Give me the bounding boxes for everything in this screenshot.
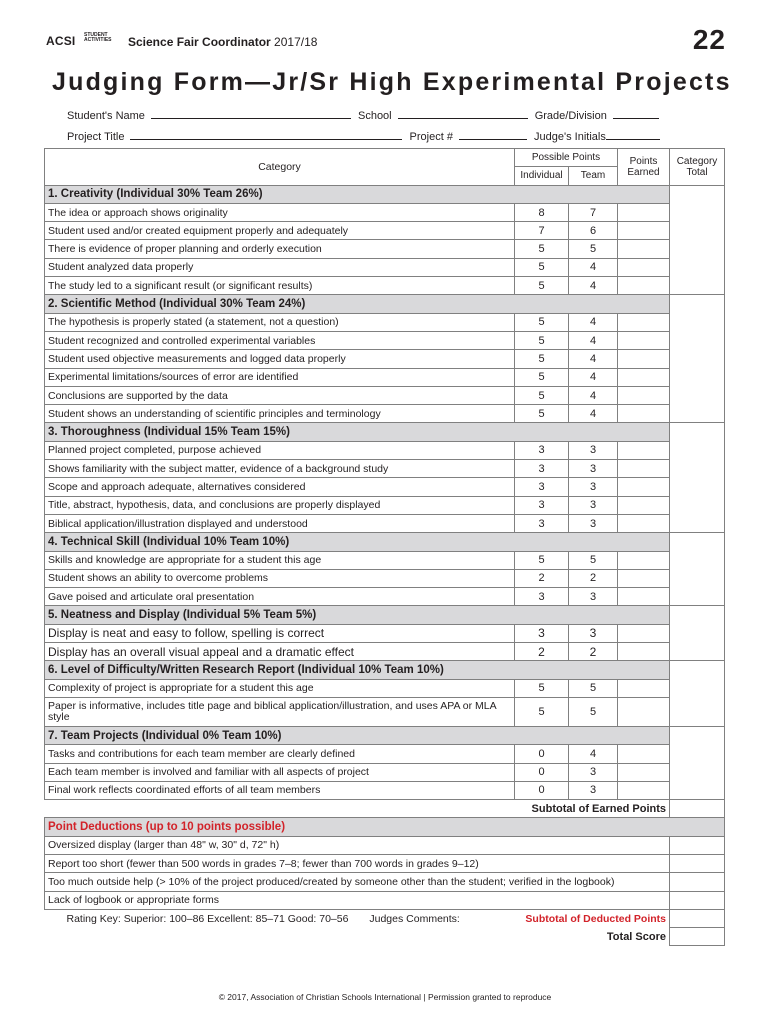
individual-points: 2 <box>515 569 569 587</box>
criterion-row <box>45 763 725 781</box>
category-total-cell[interactable] <box>670 661 725 727</box>
criterion-description: Shows familiarity with the subject matter, evidence of a background study <box>45 460 515 478</box>
section-title: 6. Level of Difficulty/Written Research Report (Individual 10% Team 10%) <box>45 661 670 679</box>
section-title: 7. Team Projects (Individual 0% Team 10%) <box>45 726 670 744</box>
criterion-description: Student recognized and controlled experimental variables <box>45 331 515 349</box>
criterion-description: Biblical application/illustration displayed and understood <box>45 514 515 532</box>
category-header: Category <box>45 149 515 186</box>
team-points: 5 <box>569 551 618 569</box>
team-header: Team <box>569 167 618 185</box>
criterion-description: Display is neat and easy to follow, spelling is correct <box>45 624 515 642</box>
section-header-row <box>45 533 725 551</box>
criterion-row <box>45 478 725 496</box>
points-earned-cell[interactable] <box>618 514 670 532</box>
points-earned-cell[interactable] <box>618 240 670 258</box>
judging-table <box>44 148 725 946</box>
deduction-row <box>45 873 725 891</box>
criterion-description: Complexity of project is appropriate for a student this age <box>45 679 515 697</box>
category-total-cell[interactable] <box>670 423 725 533</box>
deduction-points-cell[interactable] <box>670 854 725 872</box>
individual-points: 3 <box>515 514 569 532</box>
team-points: 4 <box>569 350 618 368</box>
individual-header: Individual <box>515 167 569 185</box>
criterion-row <box>45 514 725 532</box>
criterion-row <box>45 203 725 221</box>
header-year: 2017/18 <box>274 35 318 49</box>
total-score-row <box>45 928 725 946</box>
criterion-description: Final work reflects coordinated efforts of all team members <box>45 781 515 799</box>
category-total-cell[interactable] <box>670 185 725 295</box>
points-earned-cell[interactable] <box>618 745 670 763</box>
team-points: 3 <box>569 763 618 781</box>
points-earned-cell[interactable] <box>618 222 670 240</box>
individual-points: 0 <box>515 781 569 799</box>
category-total-header-line2: Total <box>686 166 708 178</box>
school-label: School <box>357 110 392 122</box>
team-points: 4 <box>569 313 618 331</box>
team-points: 4 <box>569 331 618 349</box>
team-points: 2 <box>569 569 618 587</box>
points-earned-cell[interactable] <box>618 781 670 799</box>
team-points: 3 <box>569 781 618 799</box>
team-points: 4 <box>569 745 618 763</box>
criterion-row <box>45 697 725 726</box>
section-title: 4. Technical Skill (Individual 10% Team 10%) <box>45 533 670 551</box>
subtotal-deducted-cell[interactable] <box>670 909 725 927</box>
category-total-cell[interactable] <box>670 533 725 606</box>
table-header-row <box>45 149 725 167</box>
category-total-header-line1: Category <box>676 155 718 167</box>
project-title-label: Project Title <box>67 131 125 143</box>
rating-key: Rating Key: Superior: 100–86 Excellent: 85–71 Good: 70–56 <box>66 912 349 925</box>
logo-subtitle <box>84 33 112 43</box>
criterion-description: Skills and knowledge are appropriate for a student this age <box>45 551 515 569</box>
criterion-description: The hypothesis is properly stated (a statement, not a question) <box>45 313 515 331</box>
criterion-description: Planned project completed, purpose achieved <box>45 441 515 459</box>
acsi-logo: ACSI <box>46 34 76 48</box>
individual-points: 5 <box>515 350 569 368</box>
criterion-row <box>45 405 725 423</box>
points-earned-header <box>618 149 670 186</box>
deduction-item: Report too short (fewer than 500 words in grades 7–8; fewer than 700 words in grades 9–12) <box>45 854 670 872</box>
student-name-field[interactable] <box>151 108 351 119</box>
individual-points: 5 <box>515 697 569 726</box>
section-title: 5. Neatness and Display (Individual 5% Team 5%) <box>45 606 670 624</box>
criterion-description: Scope and approach adequate, alternatives considered <box>45 478 515 496</box>
points-earned-cell[interactable] <box>618 460 670 478</box>
judges-initials-label: Judge's Initials <box>534 131 606 143</box>
footer-copyright: © 2017, Association of Christian Schools International | Permission granted to reproduce <box>218 992 552 1002</box>
criterion-description: The study led to a significant result (or significant results) <box>45 277 515 295</box>
individual-points: 5 <box>515 331 569 349</box>
team-points: 3 <box>569 441 618 459</box>
team-points: 2 <box>569 643 618 661</box>
team-points: 7 <box>569 203 618 221</box>
section-header-row <box>45 726 725 744</box>
points-earned-cell[interactable] <box>618 386 670 404</box>
section-title: 1. Creativity (Individual 30% Team 26%) <box>45 185 670 203</box>
school-field[interactable] <box>398 108 528 119</box>
team-points: 5 <box>569 679 618 697</box>
individual-points: 7 <box>515 222 569 240</box>
criterion-row <box>45 277 725 295</box>
grade-label: Grade/Division <box>534 110 607 122</box>
team-points: 3 <box>569 624 618 642</box>
deductions-title: Point Deductions (up to 10 points possible) <box>45 818 670 836</box>
points-earned-cell[interactable] <box>618 496 670 514</box>
individual-points: 8 <box>515 203 569 221</box>
individual-points: 0 <box>515 763 569 781</box>
points-earned-cell[interactable] <box>618 643 670 661</box>
criterion-row <box>45 569 725 587</box>
individual-points: 5 <box>515 368 569 386</box>
criterion-description: Student used and/or created equipment properly and adequately <box>45 222 515 240</box>
team-points: 4 <box>569 368 618 386</box>
team-points: 6 <box>569 222 618 240</box>
individual-points: 5 <box>515 313 569 331</box>
criterion-description: Display has an overall visual appeal and a dramatic effect <box>45 643 515 661</box>
category-total-header <box>670 149 725 186</box>
team-points: 3 <box>569 514 618 532</box>
criterion-description: There is evidence of proper planning and orderly execution <box>45 240 515 258</box>
deductions-header-row <box>45 818 725 836</box>
team-points: 3 <box>569 588 618 606</box>
team-points: 5 <box>569 697 618 726</box>
section-header-row <box>45 295 725 313</box>
criterion-row <box>45 240 725 258</box>
section-header-row <box>45 423 725 441</box>
criterion-row <box>45 551 725 569</box>
criterion-description: Each team member is involved and familiar with all aspects of project <box>45 763 515 781</box>
header-title <box>128 35 317 49</box>
criterion-description: Paper is informative, includes title page and biblical application/illustration, and uses APA or MLA style <box>45 697 515 726</box>
individual-points: 3 <box>515 624 569 642</box>
criterion-row <box>45 441 725 459</box>
section-title: 3. Thoroughness (Individual 15% Team 15%) <box>45 423 670 441</box>
header-title-text: Science Fair Coordinator <box>128 35 271 49</box>
points-earned-cell[interactable] <box>618 350 670 368</box>
deduction-item: Too much outside help (> 10% of the project produced/created by someone other than the student; verified in the logbook) <box>45 873 670 891</box>
team-points: 4 <box>569 258 618 276</box>
individual-points: 5 <box>515 277 569 295</box>
total-score-label: Total Score <box>606 930 666 943</box>
section-header-row <box>45 185 725 203</box>
criterion-description: Student shows an ability to overcome problems <box>45 569 515 587</box>
criterion-description: Gave poised and articulate oral presentation <box>45 588 515 606</box>
points-earned-cell[interactable] <box>618 551 670 569</box>
criterion-description: Student shows an understanding of scientific principles and terminology <box>45 405 515 423</box>
individual-points: 3 <box>515 460 569 478</box>
subtotal-earned-label: Subtotal of Earned Points <box>45 800 670 818</box>
criterion-row <box>45 643 725 661</box>
subtotal-deducted-label: Subtotal of Deducted Points <box>525 912 666 925</box>
deduction-row <box>45 891 725 909</box>
criterion-row <box>45 222 725 240</box>
team-points: 3 <box>569 478 618 496</box>
sections-body <box>45 185 725 800</box>
points-earned-cell[interactable] <box>618 697 670 726</box>
points-earned-cell[interactable] <box>618 277 670 295</box>
criterion-row <box>45 313 725 331</box>
points-earned-cell[interactable] <box>618 588 670 606</box>
category-total-cell[interactable] <box>670 606 725 661</box>
deduction-item: Lack of logbook or appropriate forms <box>45 891 670 909</box>
judges-initials-field[interactable] <box>606 129 660 140</box>
criterion-row <box>45 496 725 514</box>
points-earned-cell[interactable] <box>618 763 670 781</box>
points-earned-cell[interactable] <box>618 368 670 386</box>
section-title: 2. Scientific Method (Individual 30% Team 24%) <box>45 295 670 313</box>
criterion-row <box>45 781 725 799</box>
criterion-row <box>45 258 725 276</box>
deduction-points-cell[interactable] <box>670 873 725 891</box>
individual-points: 5 <box>515 679 569 697</box>
form-title: Judging Form—Jr/Sr High Experimental Projects <box>52 68 732 96</box>
individual-points: 5 <box>515 551 569 569</box>
project-title-field[interactable] <box>130 129 402 140</box>
deduction-points-cell[interactable] <box>670 836 725 854</box>
field-row-2 <box>67 129 664 143</box>
criterion-description: Title, abstract, hypothesis, data, and conclusions are properly displayed <box>45 496 515 514</box>
criterion-row <box>45 745 725 763</box>
subtotal-earned-row <box>45 800 725 818</box>
project-number-field[interactable] <box>459 129 527 140</box>
individual-points: 0 <box>515 745 569 763</box>
individual-points: 3 <box>515 478 569 496</box>
project-number-label: Project # <box>409 131 453 143</box>
category-total-cell[interactable] <box>670 295 725 423</box>
rating-key-cell <box>45 909 670 927</box>
points-earned-cell[interactable] <box>618 331 670 349</box>
points-earned-cell[interactable] <box>618 569 670 587</box>
criterion-row <box>45 331 725 349</box>
individual-points: 5 <box>515 405 569 423</box>
logo-sub-student: STUDENT <box>84 32 108 38</box>
criterion-description: Experimental limitations/sources of error are identified <box>45 368 515 386</box>
points-earned-cell[interactable] <box>618 679 670 697</box>
deduction-row <box>45 836 725 854</box>
rating-key-row <box>45 909 725 927</box>
criterion-description: The idea or approach shows originality <box>45 203 515 221</box>
total-score-cell[interactable] <box>670 928 725 946</box>
page-number: 22 <box>692 24 726 55</box>
section-header-row <box>45 606 725 624</box>
individual-points: 5 <box>515 240 569 258</box>
criterion-row <box>45 368 725 386</box>
team-points: 4 <box>569 277 618 295</box>
points-earned-cell[interactable] <box>618 441 670 459</box>
individual-points: 5 <box>515 258 569 276</box>
individual-points: 5 <box>515 386 569 404</box>
criterion-description: Conclusions are supported by the data <box>45 386 515 404</box>
deduction-row <box>45 854 725 872</box>
criterion-row <box>45 386 725 404</box>
individual-points: 3 <box>515 496 569 514</box>
student-name-label: Student's Name <box>67 110 145 122</box>
points-earned-cell[interactable] <box>618 203 670 221</box>
deduction-points-cell[interactable] <box>670 891 725 909</box>
page-header <box>46 24 726 60</box>
criterion-description: Student analyzed data properly <box>45 258 515 276</box>
points-earned-cell[interactable] <box>618 313 670 331</box>
category-total-cell[interactable] <box>670 726 725 799</box>
individual-points: 3 <box>515 441 569 459</box>
points-earned-header-line2: Earned <box>627 166 660 178</box>
criterion-row <box>45 588 725 606</box>
criterion-row <box>45 679 725 697</box>
points-earned-cell[interactable] <box>618 624 670 642</box>
team-points: 4 <box>569 405 618 423</box>
deductions-body <box>45 836 725 909</box>
individual-points: 3 <box>515 588 569 606</box>
points-earned-cell[interactable] <box>618 405 670 423</box>
points-earned-cell[interactable] <box>618 478 670 496</box>
team-points: 4 <box>569 386 618 404</box>
criterion-row <box>45 624 725 642</box>
grade-field[interactable] <box>613 108 659 119</box>
individual-points: 2 <box>515 643 569 661</box>
points-earned-header-line1: Points <box>629 155 658 167</box>
team-points: 3 <box>569 460 618 478</box>
criterion-description: Student used objective measurements and logged data properly <box>45 350 515 368</box>
possible-points-header: Possible Points <box>515 149 618 167</box>
criterion-row <box>45 460 725 478</box>
deduction-item: Oversized display (larger than 48" w, 30" d, 72" h) <box>45 836 670 854</box>
section-header-row <box>45 661 725 679</box>
team-points: 3 <box>569 496 618 514</box>
logo-sub-activities: ACTIVITIES <box>84 37 112 43</box>
points-earned-cell[interactable] <box>618 258 670 276</box>
judges-comments-label: Judges Comments: <box>369 912 460 925</box>
field-row-1 <box>67 108 663 122</box>
subtotal-earned-cell[interactable] <box>670 800 725 818</box>
team-points: 5 <box>569 240 618 258</box>
criterion-description: Tasks and contributions for each team member are clearly defined <box>45 745 515 763</box>
criterion-row <box>45 350 725 368</box>
deductions-header-blank <box>670 818 725 836</box>
